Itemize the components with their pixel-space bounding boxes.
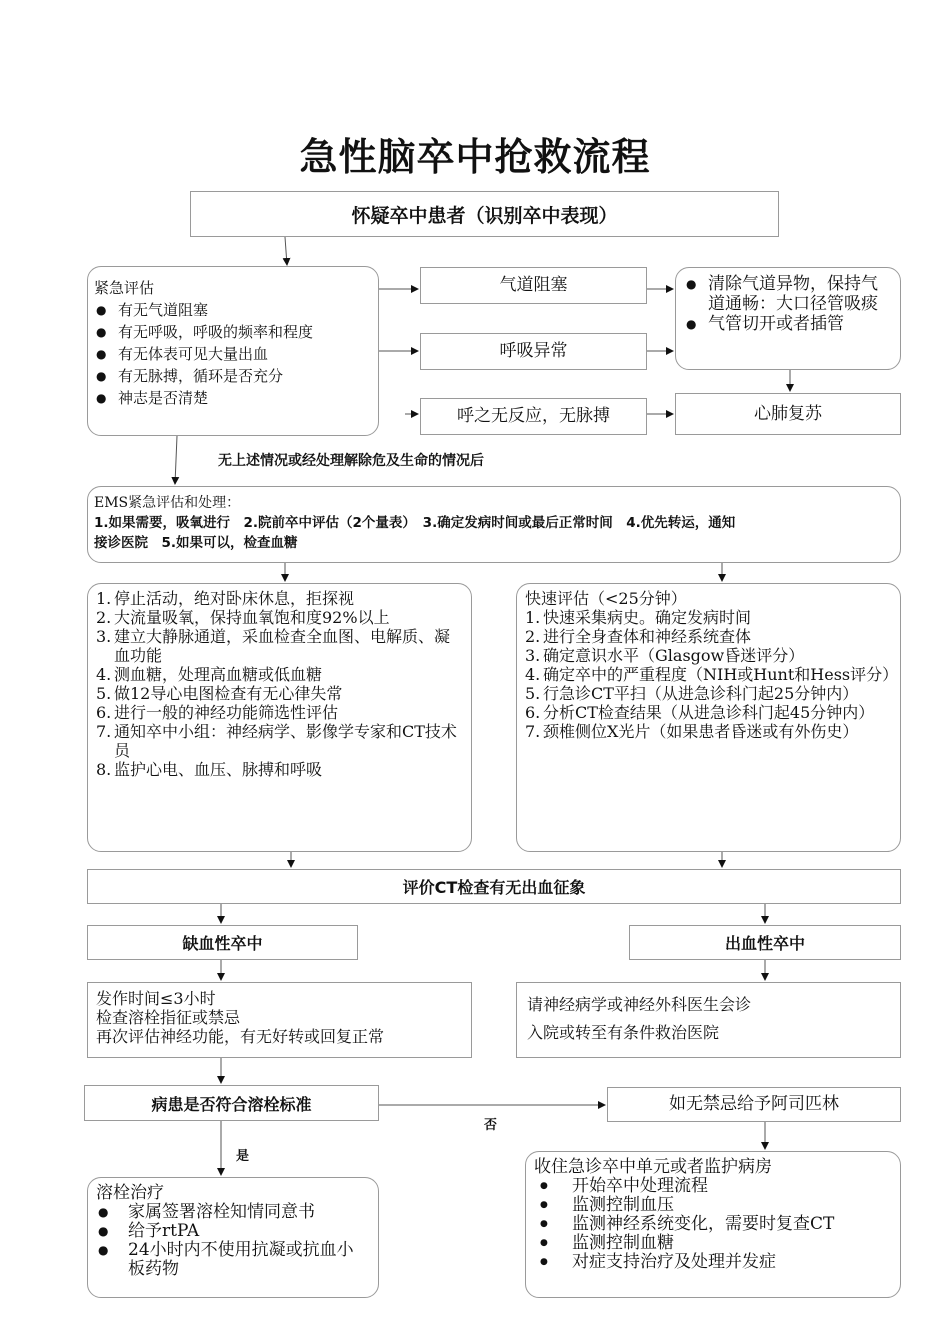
- emergency-item: ● 有无体表可见大量出血: [94, 343, 372, 365]
- hemorrhagic-step: 请神经病学或神经外科医生会诊: [527, 995, 752, 1014]
- suspect-stroke-text: 怀疑卒中患者（识别卒中表现）: [351, 204, 618, 227]
- aspirin-text: 如无禁忌给予阿司匹林: [669, 1094, 839, 1114]
- airway-actions-box: [675, 267, 901, 370]
- emergency-item: ● 有无脉搏，循环是否充分: [94, 365, 372, 387]
- cpr-text: 心肺复苏: [754, 403, 822, 424]
- treatment-step: 7. 通知卒中小组：神经病学、影像学专家和CT技术员: [96, 722, 457, 760]
- no-response-box: [420, 398, 647, 435]
- admit-item: ● 监测神经系统变化，需要时复查CT: [534, 1215, 892, 1234]
- admit-item: ● 对症支持治疗及处理并发症: [534, 1253, 892, 1272]
- arrow-emergency-to-ems: [175, 436, 177, 484]
- ischemic-stroke-box: [87, 925, 358, 960]
- cpr-box: [675, 393, 901, 435]
- hemorrhagic-stroke-text: 出血性卒中: [724, 934, 805, 953]
- ct-eval-text: 评价CT检查有无出血征象: [402, 878, 586, 897]
- breathing-abnormal-text: 呼吸异常: [499, 341, 568, 361]
- rapid-step: 4. 确定卒中的严重程度（NIH或Hunt和Hess评分）: [525, 665, 899, 684]
- admit-item: ● 监测控制血压: [534, 1196, 892, 1215]
- ischemic-steps-box: [87, 982, 472, 1058]
- ischemic-stroke-text: 缺血性卒中: [182, 934, 263, 953]
- emergency-item: ● 有无气道阻塞: [94, 299, 372, 321]
- emergency-eval-heading: 紧急评估: [94, 279, 155, 297]
- page-title: 急性脑卒中抢救流程: [299, 135, 651, 179]
- thrombolysis-heading: 溶栓治疗: [96, 1183, 164, 1203]
- suspect-stroke-box: [190, 191, 779, 237]
- rapid-step: 7. 颈椎侧位X光片（如果患者昏迷或有外伤史）: [525, 722, 859, 741]
- rapid-step: 5. 行急诊CT平扫（从进急诊科门起25分钟内）: [525, 684, 859, 703]
- ems-heading: EMS紧急评估和处理：: [94, 495, 241, 511]
- admit-item: ● 监测控制血糖: [534, 1234, 892, 1253]
- treatment-step: 5. 做12导心电图检查有无心律失常: [96, 684, 343, 703]
- treatment-step: 3. 建立大静脉通道，采血检查全血图、电解质、凝血功能: [96, 627, 451, 665]
- thrombolysis-criteria-text: 病患是否符合溶栓标准: [151, 1094, 312, 1114]
- admit-heading: 收住急诊卒中单元或者监护病房: [534, 1157, 772, 1177]
- airway-action-item: ● 清除气道异物，保持气道通畅：大口径管吸痰: [684, 274, 892, 314]
- rapid-step: 1. 快速采集病史。确定发病时间: [525, 608, 752, 627]
- no-label: 否: [484, 1118, 498, 1133]
- ems-line-1: 1.如果需要，吸氧进行 2.院前卒中评估（2个量表） 3.确定发病时间或最后正常时间 4.优先转运，通知: [94, 515, 736, 531]
- breathing-abnormal-box: [420, 333, 647, 370]
- ischemic-step: 检查溶栓指征或禁忌: [96, 1008, 241, 1027]
- emergency-item: ● 神志是否清楚: [94, 387, 372, 409]
- ems-line-2: 接诊医院 5.如果可以，检查血糖: [94, 535, 298, 551]
- thrombolysis-item: ● 家属签署溶栓知情同意书: [96, 1203, 370, 1222]
- ischemic-step: 发作时间≤3小时: [96, 989, 216, 1008]
- thrombolysis-item: ● 24小时内不使用抗凝或抗血小板药物: [96, 1241, 370, 1279]
- no-above-note: 无上述情况或经处理解除危及生命的情况后: [218, 453, 484, 469]
- aspirin-box: [607, 1087, 901, 1122]
- rapid-step: 2. 进行全身查体和神经系统查体: [525, 627, 752, 646]
- rapid-eval-heading: 快速评估（<25分钟）: [525, 589, 687, 608]
- yes-label: 是: [236, 1149, 250, 1164]
- airway-obstruction-box: [420, 267, 647, 304]
- rapid-eval-box: [516, 583, 901, 852]
- arrow-suspect-to-emergency: [285, 237, 287, 265]
- admit-item: ● 开始卒中处理流程: [534, 1177, 892, 1196]
- initial-treatment-box: [87, 583, 472, 852]
- hemorrhagic-steps-box: [516, 982, 901, 1058]
- hemorrhagic-step: 入院或转至有条件救治医院: [527, 1023, 720, 1042]
- treatment-step: 1. 停止活动，绝对卧床休息，拒探视: [96, 589, 355, 608]
- ischemic-step: 再次评估神经功能，有无好转或回复正常: [96, 1027, 385, 1046]
- emergency-eval-box: [87, 266, 379, 436]
- treatment-step: 6. 进行一般的神经功能筛选性评估: [96, 703, 339, 722]
- thrombolysis-box: [87, 1177, 379, 1298]
- thrombolysis-item: ● 给予rtPA: [96, 1222, 370, 1241]
- ems-box: [87, 486, 901, 563]
- treatment-step: 2. 大流量吸氧，保持血氧饱和度92%以上: [96, 608, 390, 627]
- rapid-step: 6. 分析CT检查结果（从进急诊科门起45分钟内）: [525, 703, 875, 722]
- treatment-step: 4. 测血糖，处理高血糖或低血糖: [96, 665, 323, 684]
- airway-obstruction-text: 气道阻塞: [499, 275, 568, 295]
- rapid-step: 3. 确定意识水平（Glasgow昏迷评分）: [525, 646, 805, 665]
- no-response-text: 呼之无反应，无脉搏: [457, 406, 610, 426]
- hemorrhagic-stroke-box: [629, 925, 901, 960]
- admit-box: [525, 1151, 901, 1298]
- ct-eval-box: [87, 869, 901, 904]
- airway-action-item: ● 气管切开或者插管: [684, 314, 892, 334]
- treatment-step: 8. 监护心电、血压、脉搏和呼吸: [96, 760, 323, 779]
- thrombolysis-criteria-box: [84, 1085, 379, 1121]
- emergency-item: ● 有无呼吸，呼吸的频率和程度: [94, 321, 372, 343]
